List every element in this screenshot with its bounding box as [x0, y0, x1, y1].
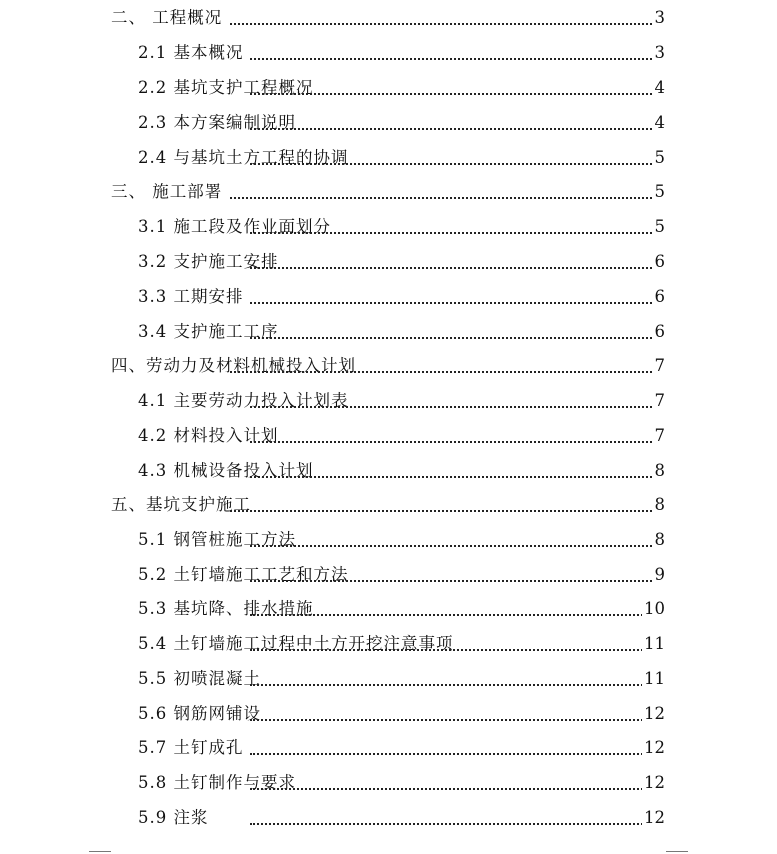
- toc-entry-label: 2.2 基坑支护工程概况: [138, 76, 316, 100]
- toc-entry[interactable]: [0, 6, 777, 30]
- toc-entry[interactable]: [0, 563, 777, 587]
- toc-dot-leader: [250, 682, 643, 686]
- toc-dot-leader: [250, 126, 652, 130]
- page-corner-mark-left: [89, 851, 111, 852]
- toc-dot-leader: [230, 195, 652, 199]
- toc-entry-label: 四、劳动力及材料机械投入计划: [111, 354, 358, 378]
- toc-entry-label: 5.8 土钉制作与要求: [138, 771, 298, 795]
- toc-entry-label: 5.5 初喷混凝土: [138, 667, 263, 691]
- toc-entry[interactable]: [0, 806, 777, 830]
- toc-entry[interactable]: [0, 389, 777, 413]
- page-corner-mark-right: [666, 851, 688, 852]
- toc-entry-page: 4: [653, 76, 666, 100]
- toc-dot-leader: [250, 717, 643, 721]
- toc-entry-label: 五、基坑支护施工: [111, 493, 253, 517]
- toc-entry-page: 8: [653, 528, 666, 552]
- toc-entry[interactable]: [0, 354, 777, 378]
- toc-entry[interactable]: [0, 320, 777, 344]
- toc-entry-label: 4.3 机械设备投入计划: [138, 459, 316, 483]
- toc-entry[interactable]: [0, 285, 777, 309]
- toc-dot-leader: [250, 335, 652, 339]
- toc-entry-page: 11: [642, 667, 665, 691]
- toc-dot-leader: [250, 404, 652, 408]
- toc-entry-label: 5.1 钢管桩施工方法: [138, 528, 298, 552]
- toc-dot-leader: [250, 230, 652, 234]
- toc-entry[interactable]: [0, 597, 777, 621]
- toc-entry-page: 6: [653, 285, 666, 309]
- toc-entry-label: 5.6 钢筋网铺设: [138, 702, 263, 726]
- toc-entry-label: 2.4 与基坑土方工程的协调: [138, 146, 351, 170]
- toc-entry-label: 2.1 基本概况: [138, 41, 246, 65]
- toc-entry-page: 12: [642, 736, 665, 760]
- toc-entry-label: 2.3 本方案编制说明: [138, 111, 298, 135]
- toc-entry[interactable]: [0, 146, 777, 170]
- toc-entry[interactable]: [0, 771, 777, 795]
- toc-entry-page: 6: [653, 250, 666, 274]
- toc-entry[interactable]: [0, 459, 777, 483]
- toc-dot-leader: [250, 612, 643, 616]
- toc-entry-page: 12: [642, 702, 665, 726]
- toc-entry-label: 3.2 支护施工安排: [138, 250, 281, 274]
- toc-entry-page: 5: [653, 180, 666, 204]
- toc-entry-label: 3.1 施工段及作业面划分: [138, 215, 333, 239]
- toc-entry-page: 8: [653, 459, 666, 483]
- toc-entry-page: 5: [653, 215, 666, 239]
- toc-entry[interactable]: [0, 736, 777, 760]
- toc-entry[interactable]: [0, 667, 777, 691]
- toc-dot-leader: [250, 578, 652, 582]
- toc-entry[interactable]: [0, 493, 777, 517]
- toc-entry-page: 11: [642, 632, 665, 656]
- toc-entry-page: 9: [653, 563, 666, 587]
- toc-entry-label: 5.2 土钉墙施工工艺和方法: [138, 563, 351, 587]
- toc-entry[interactable]: [0, 250, 777, 274]
- toc-dot-leader: [250, 543, 652, 547]
- toc-entry[interactable]: [0, 632, 777, 656]
- toc-entry-page: 8: [653, 493, 666, 517]
- toc-entry[interactable]: [0, 215, 777, 239]
- toc-entry[interactable]: [0, 528, 777, 552]
- toc-entry-label: 3.4 支护施工工序: [138, 320, 281, 344]
- toc-entry-page: 5: [653, 146, 666, 170]
- toc-dot-leader: [250, 821, 643, 825]
- toc-dot-leader: [230, 21, 652, 25]
- toc-dot-leader: [250, 265, 652, 269]
- toc-entry-page: 7: [653, 424, 666, 448]
- toc-dot-leader: [250, 647, 643, 651]
- toc-entry-page: 7: [653, 354, 666, 378]
- toc-dot-leader: [230, 369, 652, 373]
- toc-entry[interactable]: [0, 180, 777, 204]
- toc-entry-page: 3: [653, 6, 666, 30]
- toc-dot-leader: [250, 91, 652, 95]
- toc-entry-label: 4.1 主要劳动力投入计划表: [138, 389, 351, 413]
- toc-entry-label: 3.3 工期安排: [138, 285, 246, 309]
- toc-entry-label: 5.9 注浆: [138, 806, 211, 830]
- toc-dot-leader: [250, 300, 652, 304]
- toc-entry[interactable]: [0, 111, 777, 135]
- toc-entry[interactable]: [0, 76, 777, 100]
- toc-dot-leader: [250, 786, 643, 790]
- toc-entry-label: 5.3 基坑降、排水措施: [138, 597, 316, 621]
- toc-entry-page: 6: [653, 320, 666, 344]
- toc-dot-leader: [250, 474, 652, 478]
- toc-entry[interactable]: [0, 424, 777, 448]
- toc-dot-leader: [250, 56, 652, 60]
- toc-dot-leader: [250, 751, 643, 755]
- toc-entry[interactable]: [0, 41, 777, 65]
- toc-entry-page: 7: [653, 389, 666, 413]
- toc-entry-page: 10: [642, 597, 665, 621]
- toc-entry-page: 12: [642, 806, 665, 830]
- toc-entry[interactable]: [0, 702, 777, 726]
- toc-entry-page: 12: [642, 771, 665, 795]
- toc-dot-leader: [250, 439, 652, 443]
- toc-entry-label: 二、 工程概况: [111, 6, 224, 30]
- toc-entry-label: 4.2 材料投入计划: [138, 424, 281, 448]
- toc-entry-page: 4: [653, 111, 666, 135]
- toc-entry-label: 5.7 土钉成孔: [138, 736, 246, 760]
- toc-dot-leader: [230, 508, 652, 512]
- toc-entry-page: 3: [653, 41, 666, 65]
- toc-entry-label: 5.4 土钉墙施工过程中土方开挖注意事项: [138, 632, 456, 656]
- toc-dot-leader: [250, 161, 652, 165]
- toc-entry-label: 三、 施工部署: [111, 180, 224, 204]
